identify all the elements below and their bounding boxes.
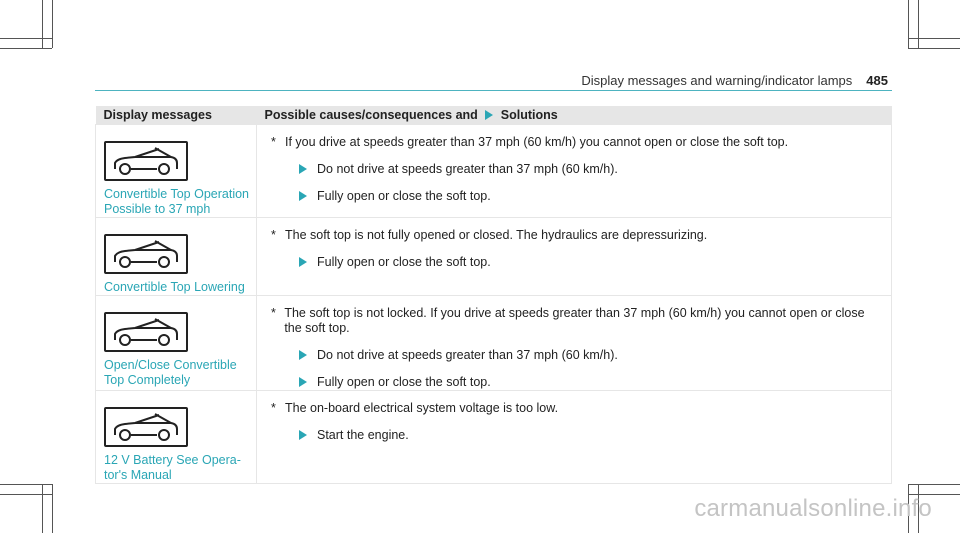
solution-arrow-icon [299,430,307,440]
cause-text: The soft top is not fully opened or closed. The hydraulics are depressurizing. [285,228,708,242]
cause-marker: * [271,401,276,415]
solution-step [299,348,879,363]
crop-mark [908,484,960,485]
message-text: Convertible Top Lowering [104,280,245,294]
table-row [96,125,892,218]
watermark: carmanualsonline.info [694,495,932,522]
message-text: 12 V Battery See Opera- tor's Manual [104,453,241,482]
solution-text: Fully open or close the soft top. [317,189,491,203]
cause-item [271,228,879,243]
cause-item [271,306,879,336]
message-cell [96,218,257,296]
section-title: Display messages and warning/indicator lamps [581,73,853,88]
crop-mark [908,0,909,48]
cause-item [271,401,879,416]
cause-marker: * [271,135,276,149]
cause-text: The soft top is not locked. If you drive at speeds greater than 37 mph (60 km/h) you cannot open or close the soft top. [284,306,865,335]
solution-arrow-icon [485,110,493,120]
crop-mark [918,0,919,48]
solution-step [299,375,879,390]
cause-text: If you drive at speeds greater than 37 mph (60 km/h) you cannot open or close the soft top. [285,135,789,149]
col-header-causes-suffix: Solutions [500,108,558,122]
page-number: 485 [866,73,888,88]
display-messages-table [95,106,892,484]
convertible-car-icon [104,234,188,274]
cause-text: The on-board electrical system voltage is too low. [285,401,559,415]
solution-arrow-icon [299,350,307,360]
cause-item [271,135,879,150]
crop-mark [42,0,43,48]
cause-cell [257,391,892,484]
crop-mark [0,38,52,39]
convertible-car-icon [104,312,188,352]
crop-mark [908,48,960,49]
cause-cell [257,125,892,218]
crop-mark [0,48,52,49]
solution-arrow-icon [299,164,307,174]
message-text: Convertible Top Operation Possible to 37 mph [104,187,249,216]
cause-cell [257,296,892,391]
crop-mark [42,484,43,533]
solution-text: Do not drive at speeds greater than 37 mph (60 km/h). [317,348,618,362]
crop-mark [52,484,53,533]
message-cell [96,391,257,484]
solution-step [299,255,879,270]
cause-marker: * [271,228,276,242]
crop-mark [52,0,53,48]
message-cell [96,125,257,218]
col-header-causes-prefix: Possible causes/consequences and [264,108,478,122]
solution-text: Fully open or close the soft top. [317,375,491,389]
header-rule [95,90,892,91]
solution-text: Do not drive at speeds greater than 37 mph (60 km/h). [317,162,618,176]
solution-step [299,428,879,443]
table-header-row [96,106,892,125]
convertible-car-icon [104,407,188,447]
solution-step [299,162,879,177]
cause-marker: * [271,306,276,320]
solution-arrow-icon [299,257,307,267]
crop-mark [0,484,52,485]
solution-arrow-icon [299,191,307,201]
solution-step [299,189,879,204]
solution-text: Fully open or close the soft top. [317,255,491,269]
cause-cell [257,218,892,296]
table-row [96,296,892,391]
message-text: Open/Close Convertible Top Completely [104,358,237,387]
col-header-causes [257,106,892,125]
convertible-car-icon [104,141,188,181]
solution-text: Start the engine. [317,428,409,442]
solution-arrow-icon [299,377,307,387]
table-row [96,218,892,296]
crop-mark [0,494,52,495]
running-header [581,73,888,88]
message-cell [96,296,257,391]
crop-mark [908,38,960,39]
col-header-messages: Display messages [96,106,257,125]
table-row [96,391,892,484]
